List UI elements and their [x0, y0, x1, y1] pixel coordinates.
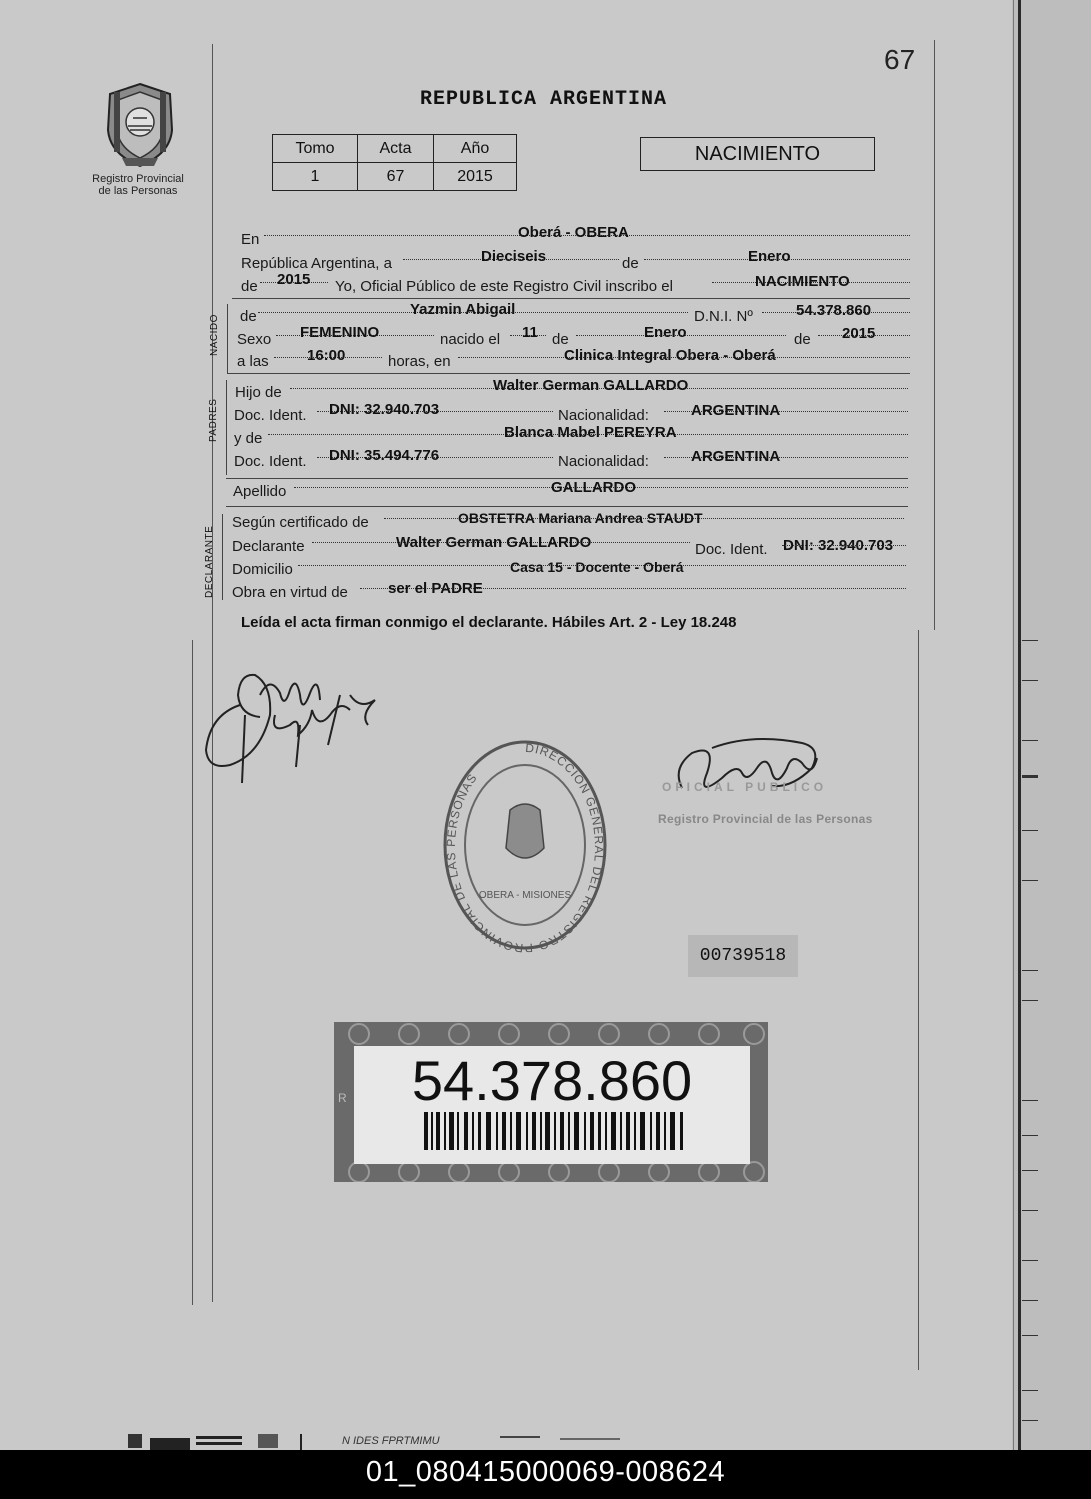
bottom-edge-strip: [0, 1428, 1012, 1450]
stamp-ring-text: DIRECCION GENERAL DEL REGISTRO PROVINCIAL DE LAS PERSONAS: [443, 740, 607, 953]
barcode-icon: [424, 1112, 686, 1150]
mes-value: Enero: [748, 248, 791, 265]
certificado-value: OBSTETRA Mariana Andrea STAUDT: [458, 510, 703, 526]
bottom-handwriting: N IDES FPRTMIMU: [342, 1435, 440, 1447]
madre-nacionalidad-label: Nacionalidad:: [558, 453, 649, 470]
declarante-doc: DNI: 32.940.703: [783, 537, 894, 554]
nacido-de-label-2: de: [552, 331, 569, 348]
registry-logo-icon: [100, 80, 180, 170]
en-value: Oberá - OBERA: [518, 224, 629, 241]
declarant-signature: [200, 655, 385, 785]
madre-doc-label: Doc. Ident.: [234, 453, 307, 470]
registry-caption: [78, 173, 198, 197]
adjacent-page-edge: [1012, 0, 1091, 1450]
nacido-de-label-3: de: [794, 331, 811, 348]
page-border-right: [934, 40, 935, 630]
nacido-dni: 54.378.860: [796, 302, 872, 319]
madre-nacionalidad: ARGENTINA: [691, 448, 781, 465]
domicilio-value: Casa 15 - Docente - Oberá: [510, 559, 684, 575]
padre-doc-label: Doc. Ident.: [234, 407, 307, 424]
republica-label: República Argentina, a: [241, 255, 392, 272]
padre-nacionalidad: ARGENTINA: [691, 402, 781, 419]
page-border-right-lower: [918, 630, 919, 1370]
caption-line-2: de las Personas: [98, 185, 178, 197]
header-tomo: Tomo: [273, 135, 358, 163]
sexo-value: FEMENINO: [300, 324, 380, 341]
padre-doc: DNI: 32.940.703: [329, 401, 440, 418]
header-anio: Año: [434, 135, 517, 163]
nacido-hora: 16:00: [307, 347, 346, 364]
record-type-box: NACIMIENTO: [640, 137, 875, 171]
segun-label: Según certificado de: [232, 514, 369, 531]
en-label: En: [241, 231, 260, 248]
padre-nombre: Walter German GALLARDO: [493, 377, 689, 394]
nacido-nombre: Yazmin Abigail: [410, 301, 516, 318]
officer-title: OFICIAL PUBLICO: [662, 780, 828, 794]
sexo-label: Sexo: [237, 331, 272, 348]
section-declarante: DECLARANTE: [204, 525, 215, 598]
apellido-label: Apellido: [233, 483, 287, 500]
label-corner-letter: R: [338, 1091, 347, 1105]
nacido-mes: Enero: [644, 324, 687, 341]
dni-label: D.N.I. Nº: [694, 308, 753, 325]
value-tomo: 1: [273, 163, 358, 191]
section-nacido: NACIDO: [209, 314, 220, 356]
document-title: REPUBLICA ARGENTINA: [420, 88, 668, 111]
value-acta: 67: [358, 163, 434, 191]
declarante-label: Declarante: [232, 538, 305, 555]
page-border-left-lower: [192, 640, 193, 1305]
declarante-doc-label: Doc. Ident.: [695, 541, 768, 558]
apellido-value: GALLARDO: [551, 479, 636, 496]
oficial-text: Yo, Oficial Público de este Registro Civil inscribo el: [335, 278, 673, 295]
caption-line-1: Registro Provincial: [92, 173, 184, 185]
domicilio-label: Domicilio: [232, 561, 293, 578]
padre-nacionalidad-label: Nacionalidad:: [558, 407, 649, 424]
document-id-footer: 01_080415000069-008624: [0, 1450, 1091, 1499]
madre-doc: DNI: 35.494.776: [329, 447, 440, 464]
officer-subtitle: Registro Provincial de las Personas: [658, 812, 873, 826]
header-acta: Acta: [358, 135, 434, 163]
officer-signature: [662, 728, 832, 808]
stamp-center-text: OBERA - MISIONES: [478, 890, 572, 901]
madre-nombre: Blanca Mabel PEREYRA: [504, 424, 677, 441]
anio-value: 2015: [277, 271, 311, 288]
reference-table: [272, 134, 517, 191]
hijo-de-label: Hijo de: [235, 384, 282, 401]
obra-value: ser el PADRE: [388, 580, 483, 597]
nacido-dia: 11: [522, 324, 538, 341]
serial-number: 00739518: [688, 935, 798, 977]
de-label-2: de: [241, 278, 258, 295]
obra-label: Obra en virtud de: [232, 584, 348, 601]
nacido-lugar: Clinica Integral Obera - Oberá: [564, 347, 776, 364]
dni-label-number: 54.378.860: [411, 1049, 693, 1112]
nacido-el-label: nacido el: [440, 331, 501, 348]
de-label-1: de: [622, 255, 639, 272]
inscribo-value: NACIMIENTO: [755, 273, 850, 290]
y-de-label: y de: [234, 430, 263, 447]
value-anio: 2015: [434, 163, 517, 191]
nacido-anio: 2015: [842, 325, 876, 342]
a-las-label: a las: [237, 353, 269, 370]
horas-en-label: horas, en: [388, 353, 451, 370]
closing-statement: Leída el acta firman conmigo el declarante. Hábiles Art. 2 - Ley 18.248: [241, 614, 737, 631]
section-padres: PADRES: [208, 398, 219, 442]
nacido-de-label: de: [240, 308, 257, 325]
page-number: 67: [884, 44, 916, 75]
official-stamp: [440, 738, 610, 953]
dia-value: Dieciseis: [481, 248, 547, 265]
declarante-nombre: Walter German GALLARDO: [396, 534, 592, 551]
